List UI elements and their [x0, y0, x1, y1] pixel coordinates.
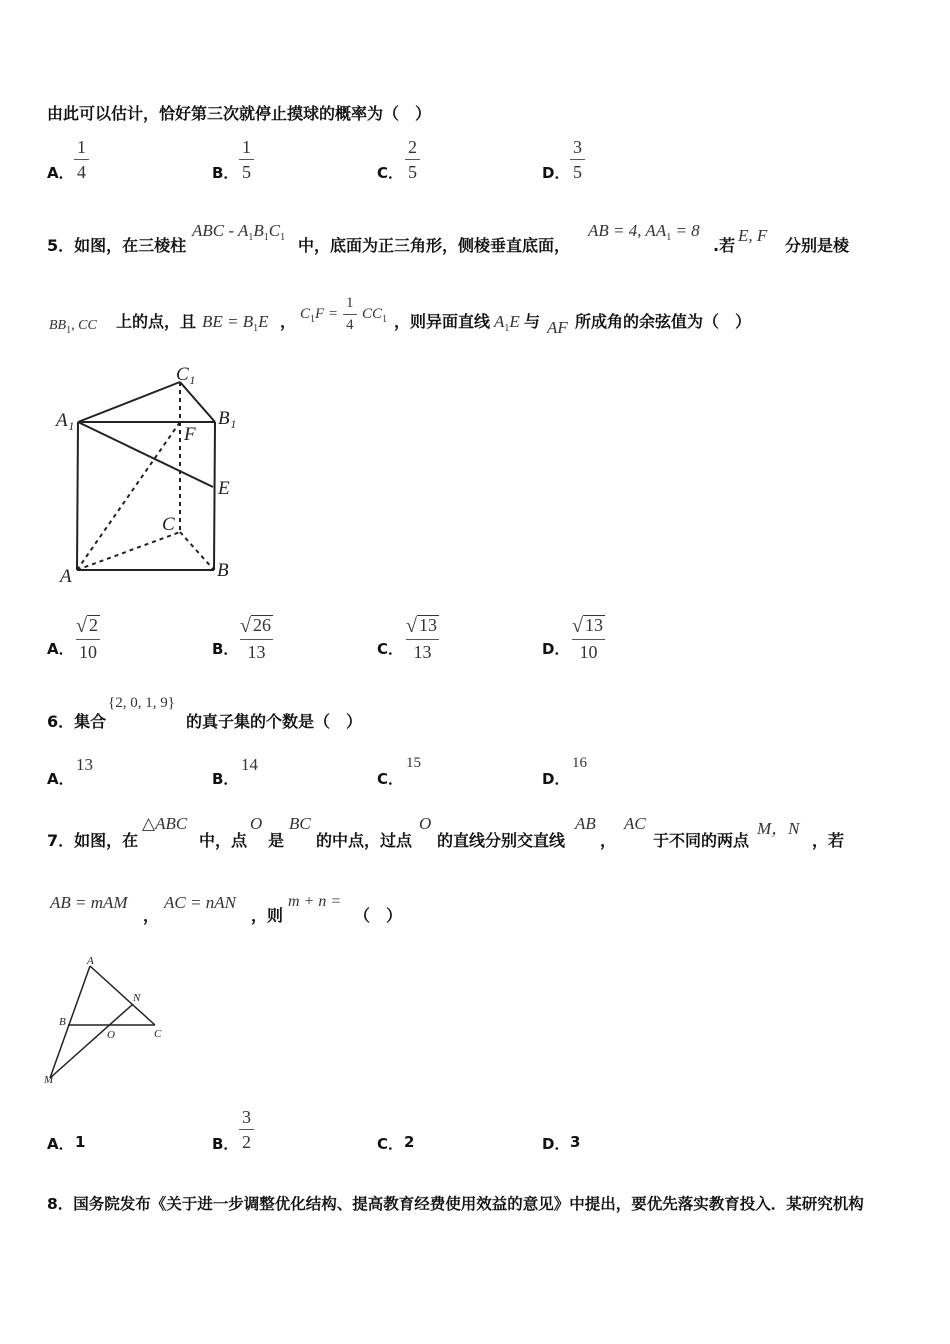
fraction-bar — [343, 314, 357, 315]
q4-option-c-fraction — [405, 138, 420, 181]
q7-option-d-value: 3 — [570, 1133, 581, 1151]
sub-1: 1 — [253, 323, 259, 334]
fraction-bar — [239, 159, 254, 160]
fraction-bar — [572, 639, 605, 640]
label-m: M — [44, 1074, 54, 1086]
q7-line-ab: AB — [575, 814, 596, 833]
numerator: 1 — [77, 137, 86, 157]
q7-text-9: （ ） — [354, 906, 403, 925]
q7-eq-ac: AC = nAN — [164, 893, 236, 912]
label-a: A — [87, 955, 94, 967]
q5-expr-lengths — [588, 221, 700, 243]
radical-sign: √ — [406, 614, 417, 637]
q7-text-1: 7．如图，在 — [47, 831, 139, 850]
radicand: 13 — [418, 615, 437, 635]
label-o: O — [107, 1029, 115, 1041]
q7-option-d-label: D． — [542, 1135, 570, 1153]
fraction-bar — [240, 639, 273, 640]
expr: E — [509, 312, 520, 331]
q5-option-c-fraction — [406, 615, 439, 661]
q5-expr-a1e — [494, 312, 520, 334]
denominator: 10 — [579, 641, 598, 662]
radical-sign: √ — [76, 614, 87, 637]
label-b: B — [59, 1016, 66, 1028]
q5-expr-ef: E, F — [738, 226, 768, 245]
sub-1: 1 — [66, 325, 72, 336]
q4-option-d-label: D． — [542, 164, 570, 182]
denominator: 4 — [346, 317, 354, 333]
radical-sign: √ — [572, 614, 583, 637]
expr: B — [253, 221, 264, 240]
label-a: A — [60, 566, 72, 587]
fraction-bar — [74, 159, 89, 160]
q5-expr-prism — [192, 221, 285, 243]
fraction-bar — [570, 159, 585, 160]
q6-option-c-value: 15 — [406, 755, 421, 771]
q6-option-a-label: A． — [47, 770, 74, 788]
radicand: 26 — [252, 615, 271, 635]
expr: BB — [49, 318, 67, 333]
q5-option-d-label: D． — [542, 640, 570, 658]
edge-ac — [77, 532, 180, 570]
q4-option-b-fraction — [239, 138, 254, 181]
label-e: E — [218, 478, 230, 499]
denominator: 13 — [413, 641, 432, 662]
q5-text-6: ，则异面直线 — [394, 312, 491, 331]
sqrt — [240, 615, 273, 636]
numerator: 1 — [242, 137, 251, 157]
q7-option-b-label: B． — [212, 1135, 239, 1153]
fraction-bar — [239, 1129, 254, 1130]
q5-text-4: 分别是棱 — [785, 236, 850, 255]
q5-expr-af: AF — [547, 318, 568, 337]
numerator: 1 — [346, 295, 354, 311]
sub-1: 1 — [504, 323, 510, 334]
line-ac — [90, 966, 155, 1025]
q7-text-3: 是 — [268, 831, 285, 850]
q5-frac-quarter — [343, 296, 357, 333]
q6-option-b-label: B． — [212, 770, 239, 788]
sqrt — [76, 615, 100, 636]
q6-option-b-value: 14 — [241, 755, 258, 774]
label-c: C — [154, 1028, 162, 1040]
expr: = 8 — [671, 221, 700, 240]
denominator: 5 — [242, 162, 251, 182]
label-n: N — [133, 992, 141, 1004]
q5-option-b-label: B． — [212, 640, 239, 658]
q6-text-1: 6．集合 — [47, 712, 107, 731]
q7-text-4: 的中点，过点 — [316, 831, 413, 850]
sub-1: 1 — [382, 314, 388, 325]
sub-1: 1 — [280, 232, 286, 243]
q4-option-d-fraction — [570, 138, 585, 181]
denominator: 5 — [573, 162, 582, 182]
q5-prism-figure — [50, 360, 250, 590]
q7-eq-sum: m + n = — [288, 893, 342, 910]
label-b: B — [217, 560, 229, 581]
q6-set: {2, 0, 1, 9} — [108, 695, 175, 711]
q7-comma-2: ， — [143, 906, 160, 925]
q7-point-o: O — [250, 814, 263, 833]
expr: A — [494, 312, 505, 331]
expr: C — [300, 306, 311, 322]
q7-option-b-fraction — [239, 1108, 254, 1151]
label-a1: A₁ — [56, 410, 75, 431]
q5-option-c-label: C． — [377, 640, 404, 658]
radicand: 2 — [88, 615, 98, 635]
q7-triangle-figure — [40, 950, 180, 1090]
label-c1: C₁ — [176, 364, 196, 385]
q7-eq-ab: AB = mAM — [50, 893, 128, 912]
q4-option-c-label: C． — [377, 164, 404, 182]
edge-c1b1 — [180, 382, 215, 422]
line-am — [50, 966, 90, 1078]
edge-a1a — [77, 422, 78, 570]
q7-points-mn: M，N — [757, 819, 800, 838]
q5-text-1: 5．如图，在三棱柱 — [47, 236, 187, 255]
q4-option-b-label: B． — [212, 164, 239, 182]
label-c: C — [162, 514, 175, 535]
q7-option-a-label: A． — [47, 1135, 74, 1153]
q5-expr-be — [202, 312, 269, 334]
label-b1: B₁ — [218, 408, 237, 429]
q7-option-a-value: 1 — [75, 1133, 86, 1151]
numerator: 2 — [408, 137, 417, 157]
q7-segment-bc: BC — [289, 814, 311, 833]
q7-text-6: 于不同的两点 — [653, 831, 750, 850]
q7-option-c-label: C． — [377, 1135, 404, 1153]
sqrt — [572, 615, 605, 636]
denominator: 2 — [242, 1132, 251, 1152]
q5-option-a-fraction — [76, 615, 100, 661]
q5-text-5: 上的点，且 — [116, 312, 197, 331]
q6-option-d-value: 16 — [572, 755, 587, 771]
expr: BE = B — [202, 312, 254, 331]
q6-option-a-value: 13 — [76, 755, 93, 774]
q5-expr-edges — [49, 318, 97, 336]
fraction-bar — [405, 159, 420, 160]
denominator: 4 — [77, 162, 86, 182]
q7-text-2: 中，点 — [199, 831, 248, 850]
q5-text-7: 与 — [524, 312, 541, 331]
q6-text-2: 的真子集的个数是（ ） — [186, 712, 363, 731]
q5-text-2: 中，底面为正三角形，侧棱垂直底面， — [298, 236, 571, 255]
q7-option-c-value: 2 — [404, 1133, 415, 1151]
numerator: 3 — [242, 1107, 251, 1127]
expr: F = — [315, 306, 339, 322]
q5-comma: ， — [280, 312, 297, 331]
q7-comma-1: ， — [600, 831, 617, 850]
q5-option-d-fraction — [572, 615, 605, 661]
denominator: 5 — [408, 162, 417, 182]
expr: CC — [362, 306, 383, 322]
q7-triangle-abc: △ABC — [142, 814, 188, 833]
q5-expr-cc1 — [362, 306, 387, 325]
expr: C — [268, 221, 281, 240]
label-f: F — [184, 424, 196, 445]
sub-1: 1 — [666, 232, 672, 243]
denominator: 10 — [79, 641, 97, 662]
q5-option-b-fraction — [240, 615, 273, 661]
q4-option-a-fraction — [74, 138, 89, 181]
q4-option-a-label: A． — [47, 164, 74, 182]
fraction-bar — [406, 639, 439, 640]
q5-expr-c1f — [300, 306, 338, 325]
q7-text-5: 的直线分别交直线 — [437, 831, 566, 850]
edge-b1b — [214, 422, 215, 570]
q4-stem: 由此可以估计，恰好第三次就停止摸球的概率为（ ） — [47, 104, 432, 123]
expr: ABC - A — [192, 221, 249, 240]
q7-point-o-2: O — [419, 814, 432, 833]
fraction-bar — [76, 639, 100, 640]
expr: E — [258, 312, 269, 331]
q5-text-3: .若 — [713, 236, 736, 255]
segment-af — [77, 422, 180, 570]
q7-text-7: ，若 — [812, 831, 845, 850]
sqrt — [406, 615, 439, 636]
q6-option-c-label: C． — [377, 770, 404, 788]
radical-sign: √ — [240, 614, 251, 637]
edge-cb — [180, 532, 214, 570]
sub-1: 1 — [310, 314, 316, 325]
q7-text-8: ，则 — [251, 906, 284, 925]
denominator: 13 — [247, 641, 266, 662]
sub-1: 1 — [263, 232, 269, 243]
q7-line-ac: AC — [624, 814, 646, 833]
expr: , CC — [71, 318, 97, 333]
q8-text: 8．国务院发布《关于进一步调整优化结构、提高教育经费使用效益的意见》中提出，要优先落实教育投入．某研究机构 — [47, 1195, 864, 1213]
sub-1: 1 — [248, 232, 254, 243]
radicand: 13 — [584, 615, 603, 635]
q5-option-a-label: A． — [47, 640, 74, 658]
q5-text-8: 所成角的余弦值为（ ） — [575, 312, 752, 331]
numerator: 3 — [573, 137, 582, 157]
expr: AB = 4, AA — [588, 221, 667, 240]
q6-option-d-label: D． — [542, 770, 570, 788]
edge-a1c1 — [78, 382, 180, 422]
